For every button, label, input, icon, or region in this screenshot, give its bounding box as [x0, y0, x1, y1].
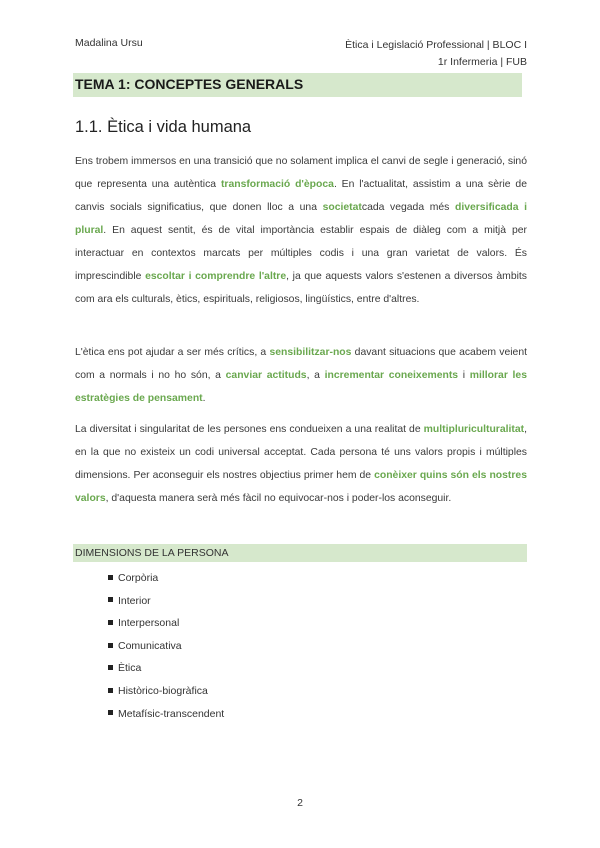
list-item-label: Ètica: [118, 662, 142, 675]
list-item-label: Corpòria: [118, 572, 159, 584]
header-course: [345, 37, 527, 71]
paragraph-text: , a: [306, 370, 325, 381]
dimensions-list: [108, 567, 224, 725]
square-bullet-icon: [108, 688, 113, 693]
highlight-term: transformació d'època: [220, 179, 334, 190]
paragraph-text: , en la que no existeix un codi universal acceptat. Cada persona té uns valors propis i múltiples dimensions. Per aconseguir els nostres objectius primer hem de: [75, 424, 527, 481]
square-bullet-icon: [108, 665, 113, 670]
list-item: [108, 680, 224, 703]
list-item: [108, 703, 224, 726]
paragraph-text: L'ètica ens pot ajudar a ser més crítics, a: [75, 347, 270, 358]
paragraph-text: , d'aquesta manera serà més fàcil no equivocar-nos i poder-los aconseguir.: [105, 493, 452, 504]
list-item: [108, 612, 224, 635]
highlight-term: societat: [322, 202, 362, 213]
paragraph-3: [75, 418, 527, 510]
tema-title: TEMA 1: CONCEPTES GENERALS: [75, 76, 304, 92]
dimensions-title: DIMENSIONS DE LA PERSONA: [75, 547, 229, 559]
header-author: Madalina Ursu: [75, 37, 143, 49]
paragraph-text: , ja que aquests valors s'estenen a diversos àmbits com ara els culturals, ètics, espirituals, religiosos, lingüístics, entre d'altres.: [75, 271, 527, 305]
paragraph-text: cada vegada més: [361, 202, 455, 213]
header-course-line2: 1r Infermeria | FUB: [437, 56, 527, 68]
list-item: [108, 590, 224, 613]
highlight-term: millorar les estratègies de pensament: [75, 370, 527, 404]
square-bullet-icon: [108, 620, 113, 625]
paragraph-1: [75, 150, 527, 311]
list-item-label: Històrico-biogràfica: [118, 684, 208, 697]
list-item-label: Comunicativa: [118, 639, 182, 652]
paragraph-text: Ens trobem immersos en una transició que no solament implica el canvi de segle i generació, sinó que representa una autèntica: [75, 156, 527, 190]
list-item-label: Interior: [118, 594, 151, 607]
paragraph-text: . En aquest sentit, és de vital importància establir espais de diàleg com a mitjà per interactuar en contextos marcats per múltiples codis i una gran varietat de valors. És imprescindible: [75, 225, 527, 282]
highlight-term: diversificada i plural: [75, 202, 527, 236]
list-item-label: Interpersonal: [118, 617, 180, 630]
paragraph-text: i: [458, 370, 470, 381]
highlight-term: multipluriculturalitat: [423, 424, 525, 435]
square-bullet-icon: [108, 575, 113, 580]
list-item-label: Metafísic-transcendent: [118, 707, 225, 720]
header-course-line1: Ètica i Legislació Professional | BLOC I: [345, 39, 527, 51]
highlight-term: escoltar i comprendre l'altre: [145, 271, 287, 282]
list-item: [108, 657, 224, 680]
square-bullet-icon: [108, 710, 113, 715]
paragraph-text: davant situacions que acabem veient com a normals i no ho són, a: [75, 347, 527, 381]
page-number: 2: [297, 797, 303, 809]
highlight-term: conèixer quins són els nostres valors: [75, 470, 527, 504]
highlight-term: canviar actituds: [225, 370, 307, 381]
square-bullet-icon: [108, 643, 113, 648]
highlight-term: sensibilitzar-nos: [269, 347, 352, 358]
paragraph-text: .: [202, 393, 206, 404]
paragraph-text: La diversitat i singularitat de les persones ens condueixen a una realitat de: [75, 424, 424, 435]
section-title: 1.1. Ètica i vida humana: [75, 118, 252, 136]
paragraph-text: . En l'actualitat, assistim a una sèrie de canvis socials significatius, que donen lloc a una: [75, 179, 527, 213]
highlight-term: incrementar coneixements: [324, 370, 459, 381]
square-bullet-icon: [108, 597, 113, 602]
paragraph-2: [75, 341, 527, 410]
list-item: [108, 635, 224, 658]
list-item: [108, 567, 224, 590]
